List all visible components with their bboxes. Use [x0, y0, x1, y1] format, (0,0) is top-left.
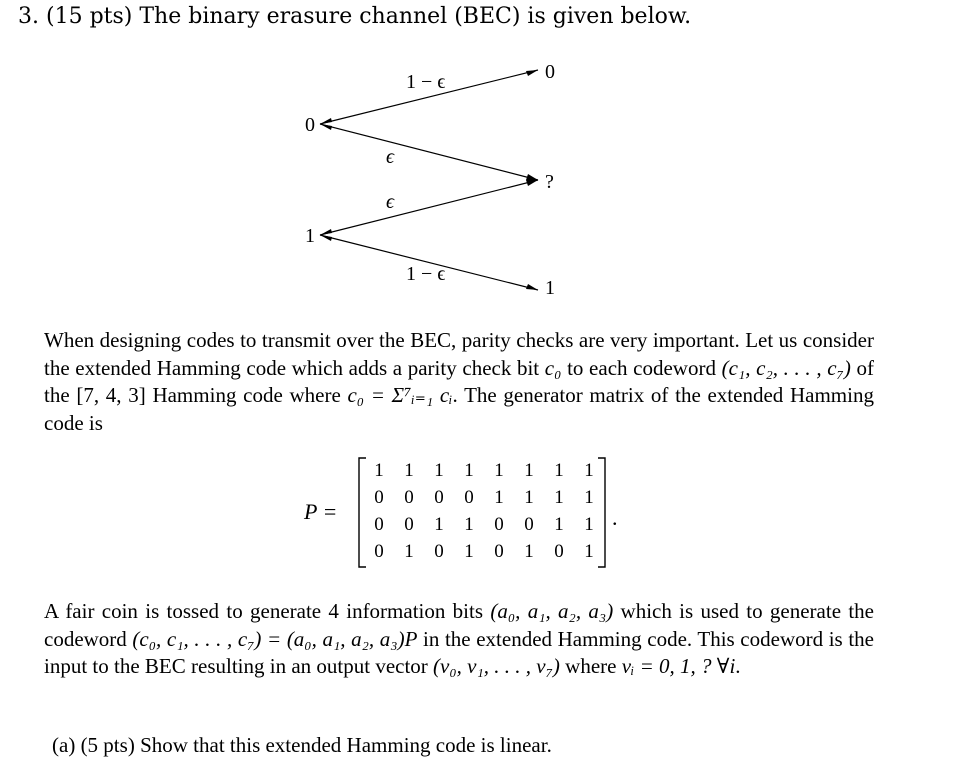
bec-diagram	[0, 0, 976, 320]
matrix-cell: 1	[584, 541, 594, 562]
para2-text-4: where	[559, 654, 622, 678]
matrix-cell: 1	[584, 487, 594, 508]
problem-number: 3.	[18, 4, 39, 29]
matrix-period: .	[612, 505, 618, 530]
matrix-cell: 1	[524, 460, 534, 481]
matrix-cell: 1	[554, 460, 564, 481]
matrix-cell: 1	[584, 460, 594, 481]
para2-text-2: which is used to generate the codeword	[44, 599, 874, 651]
input-0-label: 0	[305, 114, 315, 136]
edge-1-to-erasure	[320, 180, 538, 235]
matrix-cell: 1	[554, 487, 564, 508]
matrix-cell: 0	[434, 487, 444, 508]
matrix-cell: 0	[404, 514, 414, 535]
matrix-cell: 1	[494, 460, 504, 481]
math-output-vector: (v₀, v₁, . . . , v₇)	[433, 654, 560, 678]
paragraph-coin-toss	[44, 598, 874, 681]
arrow-1-to-erasure	[526, 180, 538, 186]
math-c0: c₀	[544, 355, 562, 380]
matrix-cell: 1	[494, 487, 504, 508]
math-codeword-tuple: (c₁, c₂, . . . , c₇)	[721, 355, 851, 380]
matrix-cell: 0	[524, 514, 534, 535]
input-1-label: 1	[305, 225, 315, 247]
math-output-condition: vᵢ = 0, 1, ? ∀i	[621, 654, 736, 678]
matrix-cell: 1	[464, 460, 474, 481]
matrix-cell: 1	[404, 460, 414, 481]
matrix-cell: 0	[404, 487, 414, 508]
para1-text-5: . The generator matrix of the extended Hamming code is	[44, 383, 874, 435]
matrix-cell: 0	[494, 541, 504, 562]
edge-0-to-erasure	[320, 124, 538, 180]
arrow-0-to-erasure	[526, 174, 538, 180]
matrix-cell: 0	[494, 514, 504, 535]
matrix-cell: 0	[554, 541, 564, 562]
problem-points: (15 pts)	[46, 4, 133, 29]
edge-label-bottom: 1 − ϵ	[406, 263, 446, 285]
part-a-text: Show that this extended Hamming code is linear.	[140, 733, 552, 757]
arrow-in-0-b	[320, 124, 332, 130]
matrix-cell: 1	[554, 514, 564, 535]
matrix-cell: 0	[434, 541, 444, 562]
para2-text-1: A fair coin is tossed to generate 4 information bits	[44, 599, 491, 623]
matrix-cell: 1	[404, 541, 414, 562]
para2-text-5: .	[735, 654, 741, 678]
matrix-cell: 1	[464, 541, 474, 562]
matrix-cell: 1	[524, 541, 534, 562]
output-1-label: 1	[545, 277, 555, 299]
paragraph-channel-code	[44, 327, 874, 437]
matrix-cell: 0	[374, 541, 384, 562]
para1-text-3: of the	[44, 355, 874, 407]
edge-label-top: 1 − ϵ	[406, 71, 446, 93]
para1-text-4: Hamming code where	[145, 383, 348, 407]
matrix-grid	[364, 457, 604, 565]
edge-label-eps-lower: ϵ	[386, 191, 395, 213]
matrix-lhs: P =	[304, 499, 338, 524]
para1-text-1: When designing codes to transmit over the BEC, parity checks are very important. Let us consider the extended Hamming code which adds a parity check bit	[44, 328, 874, 380]
matrix-cell: 0	[374, 487, 384, 508]
part-a-points: (5 pts)	[80, 733, 135, 757]
matrix-cell: 1	[434, 460, 444, 481]
problem-title: The binary erasure channel (BEC) is given below.	[139, 4, 692, 29]
para2-text-3: in the extended Hamming code. This codeword is the input to the BEC resulting in an output vector	[44, 626, 874, 678]
generator-matrix-block	[300, 455, 640, 570]
matrix-cell: 1	[374, 460, 384, 481]
output-0-label: 0	[545, 61, 555, 83]
matrix-cell: 1	[524, 487, 534, 508]
matrix-cell: 0	[374, 514, 384, 535]
part-a	[52, 733, 552, 758]
matrix-cell: 1	[584, 514, 594, 535]
math-parity-sum: c₀ = Σ⁷ᵢ₌₁ cᵢ	[347, 383, 453, 407]
part-a-label: (a)	[52, 733, 76, 757]
arrow-1-to-1	[526, 284, 538, 290]
para1-text-2: to each codeword	[561, 355, 722, 380]
arrow-0-to-0	[526, 70, 538, 76]
matrix-cell: 0	[464, 487, 474, 508]
matrix-cell: 1	[464, 514, 474, 535]
edge-label-eps-upper: ϵ	[386, 146, 395, 168]
math-code-params: [7, 4, 3]	[76, 383, 146, 407]
matrix-cell: 1	[434, 514, 444, 535]
math-codeword-equation: (c₀, c₁, . . . , c₇) = (a₀, a₁, a₂, a₃)P	[132, 626, 418, 651]
math-info-bits: (a₀, a₁, a₂, a₃)	[490, 599, 614, 623]
output-erasure-label: ?	[545, 171, 554, 193]
